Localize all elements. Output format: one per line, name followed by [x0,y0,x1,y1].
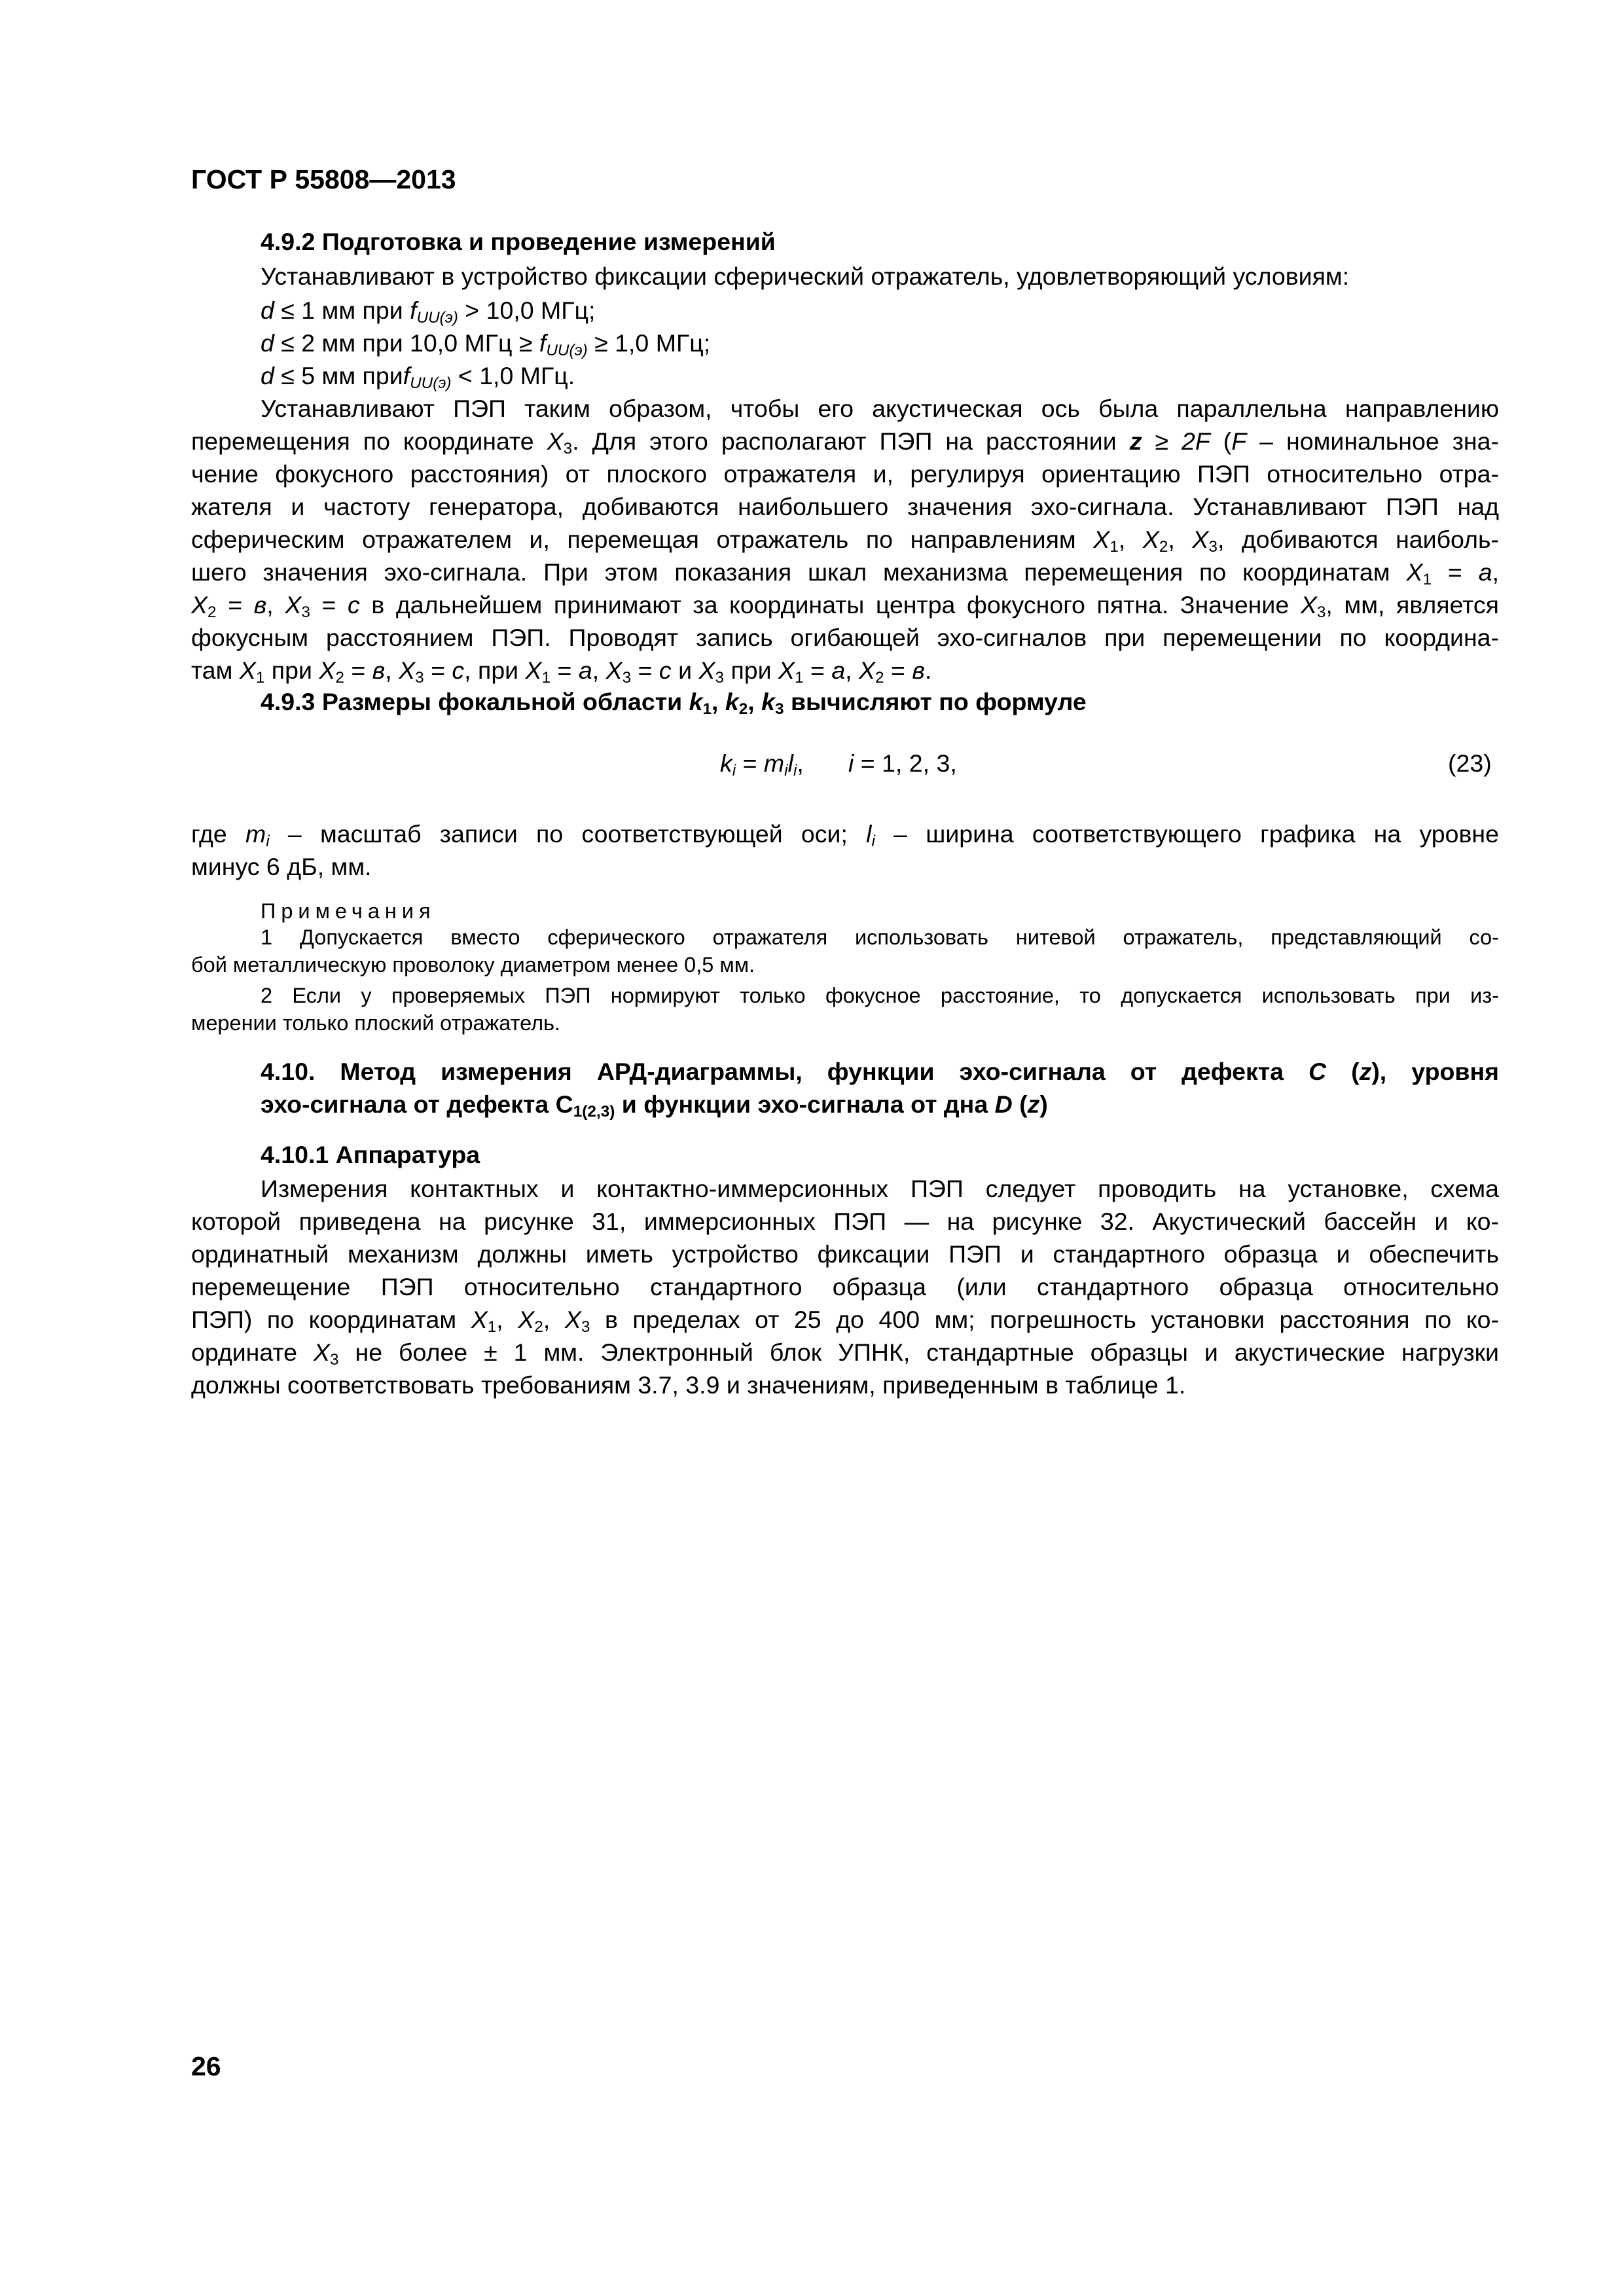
paragraph-line: ординатный механизм должны иметь устройство фиксации ПЭП и стандартного образца и обеспечить [191,1240,1499,1268]
notes-title: Примечания [261,899,436,923]
formula-index: i = 1, 2, 3, [848,749,957,777]
paragraph-line: которой приведена на рисунке 31, иммерсионных ПЭП — на рисунке 32. Акустический бассейн и ко- [191,1208,1499,1235]
condition-1: d ≤ 1 мм при $f_{UU(э)} > 10,0$ МГц; [261,296,596,327]
document-header: ГОСТ Р 55808—2013 [191,164,456,194]
section-4-10-title: 4.10. Метод измерения АРД-диаграммы, функции эхо-сигнала от дефекта C (z), уровня [261,1058,1499,1085]
section-4-9-2-title: 4.9.2 Подготовка и проведение измерений [261,228,776,255]
formula-number: (23) [1448,749,1492,777]
section-4-9-3-title: 4.9.3 Размеры фокальной области $k_1$, $k_2$, $k_3$ вычисляют по формуле [261,688,1087,719]
paragraph-line: Устанавливают ПЭП таким образом, чтобы его акустическая ось была параллельна направлению [261,395,1499,422]
section-4-10-title-cont: эхо-сигнала от дефекта $С_{1(2,3)}$ и функции эхо-сигнала от дна D (z) [261,1090,1048,1121]
paragraph-line: минус 6 дБ, мм. [191,853,372,880]
note-2-line: мерении только плоский отражатель. [191,1011,561,1035]
condition-3: d ≤ 5 мм приf$_{UU(э)}$ < 1,0 МГц. [261,362,575,393]
formula: $k_i = m_il_i$, [720,749,804,780]
note-2-line: 2 Если у проверяемых ПЭП нормируют только фокусное расстояние, то допускается использовать при из- [261,984,1499,1007]
paragraph-line: перемещения по координате $X_3$. Для этого располагают ПЭП на расстоянии z ≥ 2F (F – номинальное зна- [191,427,1499,458]
paragraph-line: Измерения контактных и контактно-иммерсионных ПЭП следует проводить на установке, схема [261,1175,1499,1202]
paragraph-line: ПЭП) по координатам $X_1$, $X_2$, $X_3$ в пределах от 25 до 400 мм; погрешность установки расстояния по ко- [191,1306,1499,1336]
note-1-line: 1 Допускается вместо сферического отражателя использовать нитевой отражатель, представляющий со- [261,925,1499,949]
paragraph-line: $X_2 = в$, $X_3 = c$ в дальнейшем принимают за координаты центра фокусного пятна. Значение $X_3$, мм, является [191,591,1499,622]
paragraph-line: сферическим отражателем и, перемещая отражатель по направлениям $X_1$, $X_2$, $X_3$, добиваются наиболь- [191,526,1499,556]
note-1-line: бой металлическую проволоку диаметром менее 0,5 мм. [191,953,755,977]
paragraph-line: перемещение ПЭП относительно стандартного образца (или стандартного образца относительно [191,1273,1499,1300]
paragraph-line: где $m_i$ – масштаб записи по соответствующей оси; $l_i$ – ширина соответствующего графика на уровне [191,820,1500,851]
paragraph-line: чение фокусного расстояния) от плоского отражателя и, регулируя ориентацию ПЭП относительно отра- [191,460,1499,488]
paragraph-line: там $X_1$ при $X_2 = в$, $X_3 = c$, при $X_1 = a$, $X_3 = c$ и $X_3$ при $X_1 = a$, $X_2 = в$. [191,656,932,687]
section-4-10-1-title: 4.10.1 Аппаратура [261,1141,480,1168]
condition-2: d ≤ 2 мм при 10,0 МГц ≥ $f_{UU(э)} \ge 1,0$ МГц; [261,329,711,360]
paragraph-line: должны соответствовать требованиям 3.7, 3.9 и значениям, приведенным в таблице 1. [191,1371,1186,1399]
paragraph-line: фокусным расстоянием ПЭП. Проводят запись огибающей эхо-сигналов при перемещении по координа- [191,624,1499,651]
paragraph-line: жателя и частоту генератора, добиваются наибольшего значения эхо-сигнала. Устанавливают ПЭП над [191,493,1499,520]
paragraph-line: ординате $X_3$ не более ± 1 мм. Электронный блок УПНК, стандартные образцы и акустические нагрузки [191,1338,1499,1369]
paragraph-line: шего значения эхо-сигнала. При этом показания шкал механизма перемещения по координатам $X_1 = a$, [191,558,1499,589]
paragraph-line: Устанавливают в устройство фиксации сферический отражатель, удовлетворяющий условиям: [261,262,1350,290]
page-number: 26 [191,2051,221,2081]
